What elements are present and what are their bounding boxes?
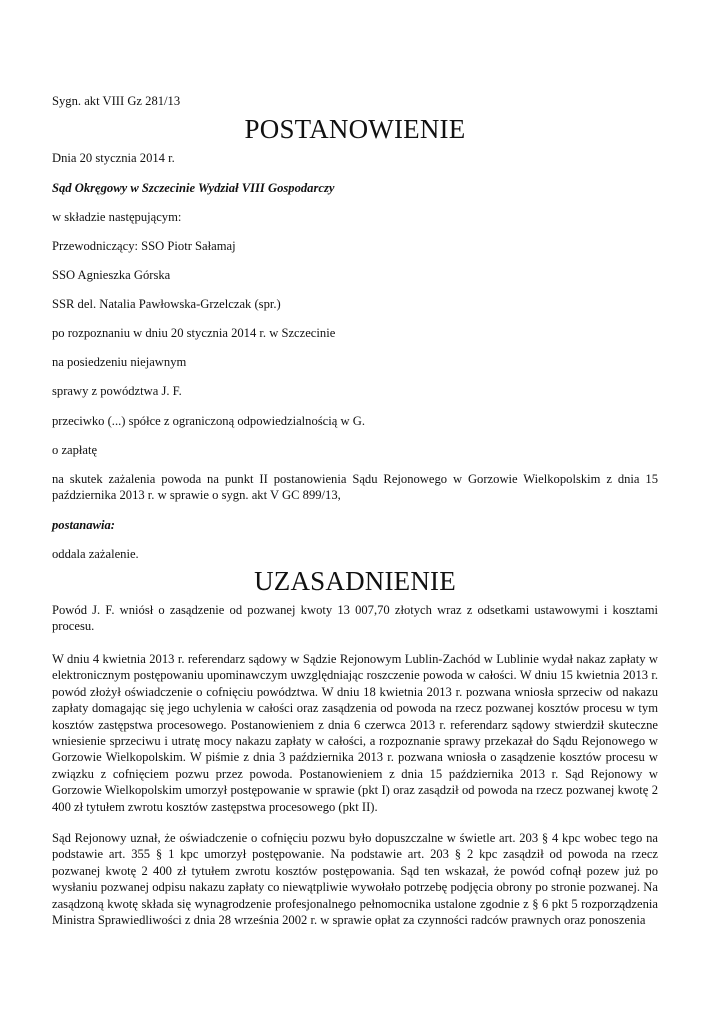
judge-2: SSR del. Natalia Pawłowska-Grzelczak (spr.) [52, 297, 281, 311]
ruling-text: oddala zażalenie. [52, 547, 139, 561]
justification-paragraph-1: Powód J. F. wniósł o zasądzenie od pozwanej kwoty 13 007,70 złotych wraz z odsetkami ustawowymi i kosztami procesu. [52, 603, 658, 634]
case-subject: o zapłatę [52, 443, 98, 457]
grounds-paragraph: na skutek zażalenia powoda na punkt II postanowienia Sądu Rejonowego w Gorzowie Wielkopolskim z dnia 15 października 2013 r. w sprawie o sygn. akt V GC 899/13, [52, 472, 658, 503]
composition-intro: w składzie następującym: [52, 210, 182, 224]
court-name: Sąd Okręgowy w Szczecinie Wydział VIII Gospodarczy [52, 181, 335, 195]
case-reference: Sygn. akt VIII Gz 281/13 [52, 94, 181, 108]
judge-1: SSO Agnieszka Górska [52, 268, 171, 282]
session-type: na posiedzeniu niejawnym [52, 355, 187, 369]
hearing-info: po rozpoznaniu w dniu 20 stycznia 2014 r. w Szczecinie [52, 326, 336, 340]
defendant-line: przeciwko (...) spółce z ograniczoną odpowiedzialnością w G. [52, 414, 365, 428]
document-title: POSTANOWIENIE [244, 114, 466, 144]
presiding-judge: Przewodniczący: SSO Piotr Sałamaj [52, 239, 236, 253]
decision-date: Dnia 20 stycznia 2014 r. [52, 151, 175, 165]
plaintiff-line: sprawy z powództwa J. F. [52, 384, 182, 398]
justification-title: UZASADNIENIE [254, 566, 456, 596]
justification-paragraph-2: W dniu 4 kwietnia 2013 r. referendarz sądowy w Sądzie Rejonowym Lublin-Zachód w Lublinie wydał nakaz zapłaty w elektronicznym postępowaniu upominawczym uwzględniając roszczenie powoda w całości. W dniu 15 kwietnia 2013 r. powód złożył oświadczenie o cofnięciu powództwa. W dniu 18 kwietnia 2013 r. pozwana wniosła sprzeciw od nakazu zapłaty domagając się jego uchylenia w całości oraz zasądzenia od powoda na rzecz pozwanej kosztów procesu w tym kosztów zastępstwa procesowego. Postanowieniem z dnia 6 czerwca 2013 r. referendarz sądowy stwierdził skuteczne wniesienie sprzeciwu i utratę mocy nakazu zapłaty w całości, a rozpoznanie sprawy przekazał do Sądu Rejonowego w Gorzowie Wielkopolskim. W piśmie z dnia 3 października 2013 r. pozwana wniosła o zasądzenie kosztów procesu w związku z cofnięciem pozwu przez powoda. Postanowieniem z dnia 15 października 2013 r. Sąd Rejonowy w Gorzowie Wielkopolskim umorzył postępowanie w sprawie (pkt I) oraz zasądził od powoda na rzecz pozwanej kwotę 2 400 zł tytułem zwrotu kosztów zastępstwa procesowego (pkt II). [52, 652, 658, 814]
decides-label: postanawia: [52, 518, 115, 532]
justification-paragraph-3: Sąd Rejonowy uznał, że oświadczenie o cofnięciu pozwu było dopuszczalne w świetle art. 203 § 4 kpc wobec tego na podstawie art. 355 § 1 kpc umorzył postępowanie. Na podstawie art. 203 § 2 kpc zasądził od powoda na rzecz pozwanej kwotę 2 400 zł tytułem zwrotu kosztów postępowania. Sąd ten wskazał, że powód cofnął pozew już po wysłaniu pozwanej odpisu nakazu zapłaty co niewątpliwie wywołało potrzebę podjęcia obrony po stronie pozwanej. Na zasądzoną kwotę składa się wynagrodzenie profesjonalnego pełnomocnika ustalone zgodnie z § 6 pkt 5 rozporządzenia Ministra Sprawiedliwości z dnia 28 września 2002 r. w sprawie opłat za czynności radców prawnych oraz ponoszenia [52, 831, 658, 928]
